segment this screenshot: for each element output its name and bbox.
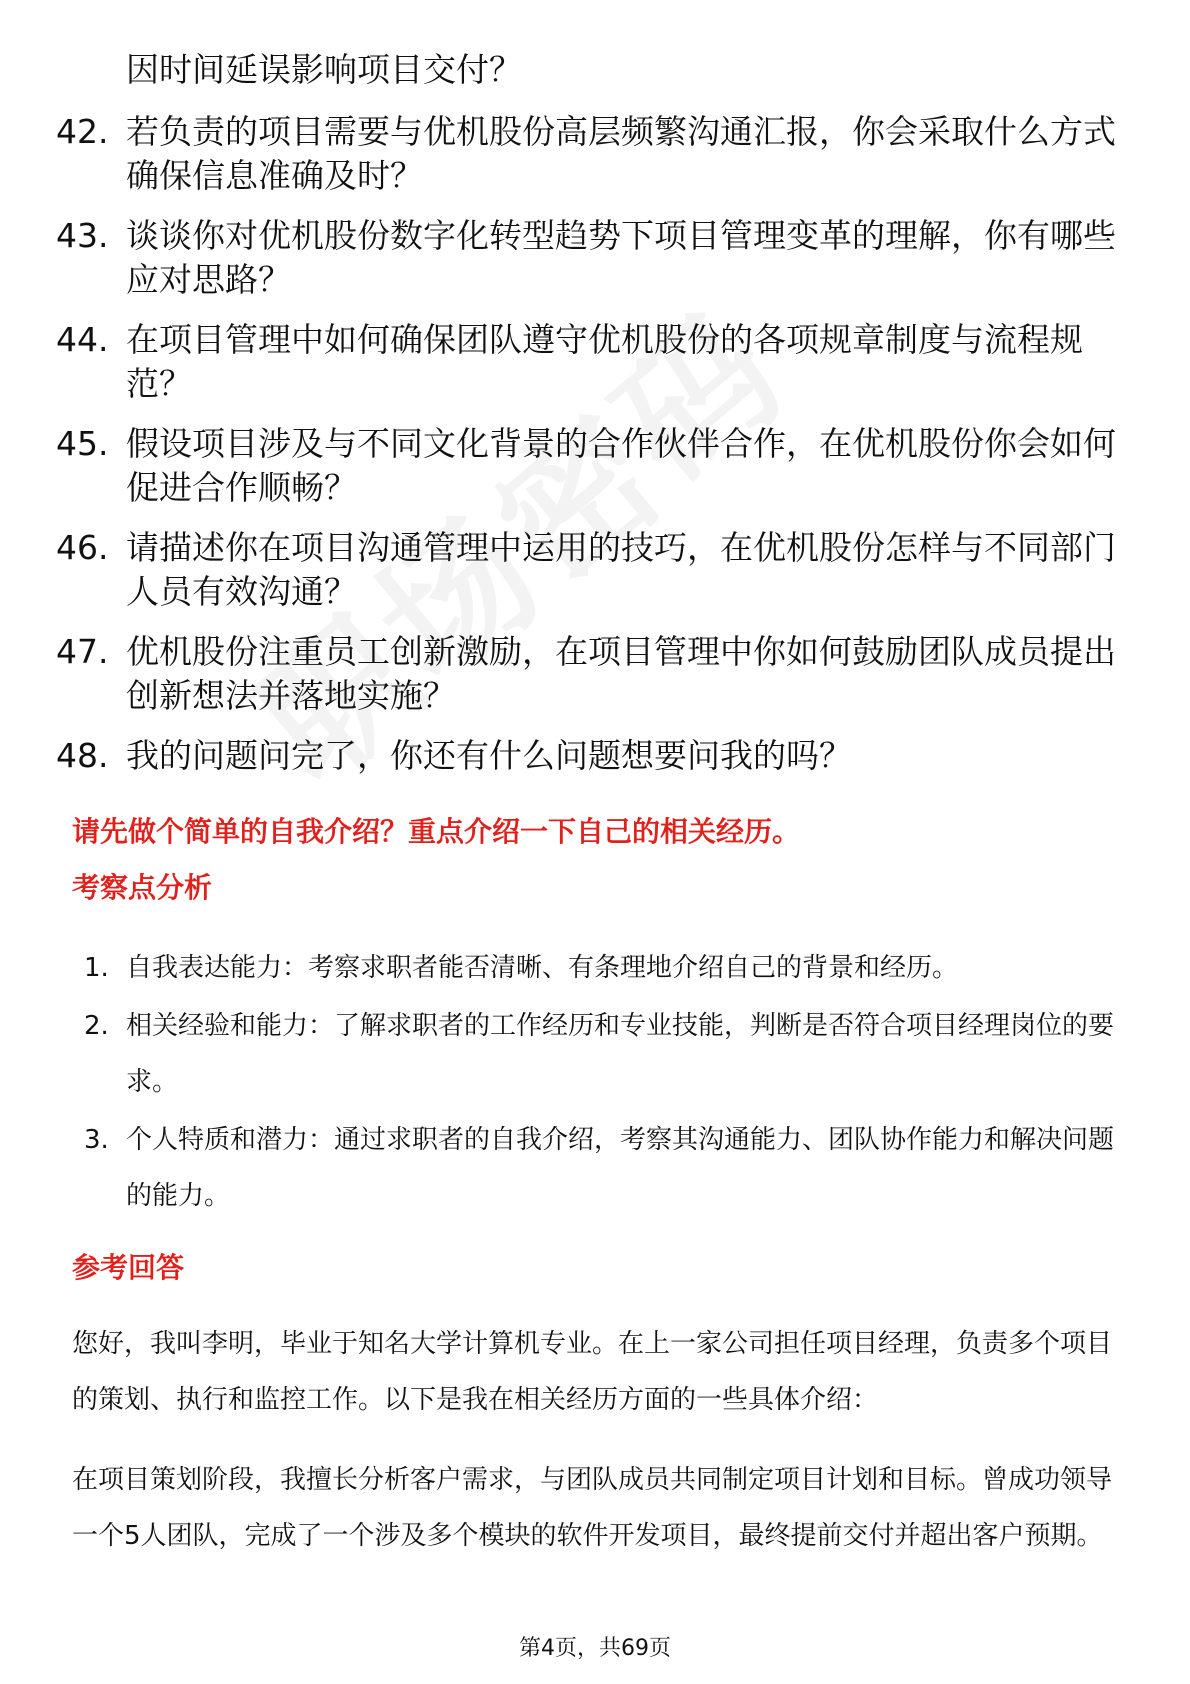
answer-paragraph: 您好，我叫李明，毕业于知名大学计算机专业。在上一家公司担任项目经理，负责多个项目的策划、执行和监控工作。以下是我在相关经历方面的一些具体介绍： [72, 1329, 1113, 1415]
question-list [56, 110, 1136, 794]
question-item [56, 318, 1136, 406]
question-number: 42. [56, 112, 109, 151]
question-text: 在项目管理中如何确保团队遵守优机股份的各项规章制度与流程规范？ [126, 320, 1083, 403]
question-number: 44. [56, 320, 109, 359]
question-item [56, 422, 1136, 510]
analysis-points [84, 940, 1124, 1226]
page-footer: 第4页，共69页 [519, 1636, 671, 1661]
question-41-continuation: 因时间延误影响项目交付？ [126, 50, 522, 89]
question-number: 46. [56, 528, 109, 567]
question-number: 45. [56, 424, 109, 463]
question-item [56, 214, 1136, 302]
analysis-heading: 考察点分析 [72, 871, 213, 904]
question-number: 47. [56, 632, 109, 671]
question-text: 请描述你在项目沟通管理中运用的技巧，在优机股份怎样与不同部门人员有效沟通？ [126, 528, 1116, 611]
point-text: 个人特质和潜力：通过求职者的自我介绍，考察其沟通能力、团队协作能力和解决问题的能力。 [126, 1125, 1115, 1211]
question-number: 43. [56, 216, 109, 255]
point-number: 3. [84, 1125, 109, 1155]
point-text: 相关经验和能力：了解求职者的工作经历和专业技能，判断是否符合项目经理岗位的要求。 [126, 1011, 1115, 1097]
analysis-point [84, 1112, 1124, 1224]
point-number: 2. [84, 1011, 109, 1041]
question-item [56, 526, 1136, 614]
question-text: 若负责的项目需要与优机股份高层频繁沟通汇报，你会采取什么方式确保信息准确及时？ [126, 112, 1116, 195]
answer-heading: 参考回答 [72, 1251, 185, 1284]
analysis-point [84, 998, 1124, 1110]
question-text: 假设项目涉及与不同文化背景的合作伙伴合作，在优机股份你会如何促进合作顺畅？ [126, 424, 1116, 507]
question-text: 我的问题问完了，你还有什么问题想要问我的吗？ [126, 736, 852, 775]
analysis-point [84, 940, 1124, 996]
point-text: 自我表达能力：考察求职者能否清晰、有条理地介绍自己的背景和经历。 [126, 953, 959, 983]
question-item [56, 734, 1136, 778]
question-heading: 请先做个简单的自我介绍？重点介绍一下自己的相关经历。 [72, 815, 801, 848]
question-number: 48. [56, 736, 109, 775]
answer-paragraph: 在项目策划阶段，我擅长分析客户需求，与团队成员共同制定项目计划和目标。曾成功领导一个5人团队，完成了一个涉及多个模块的软件开发项目，最终提前交付并超出客户预期。 [72, 1465, 1113, 1551]
question-item [56, 110, 1136, 198]
question-item [56, 630, 1136, 718]
point-number: 1. [84, 953, 109, 983]
question-text: 优机股份注重员工创新激励，在项目管理中你如何鼓励团队成员提出创新想法并落地实施？ [126, 632, 1116, 715]
question-text: 谈谈你对优机股份数字化转型趋势下项目管理变革的理解，你有哪些应对思路？ [126, 216, 1116, 299]
